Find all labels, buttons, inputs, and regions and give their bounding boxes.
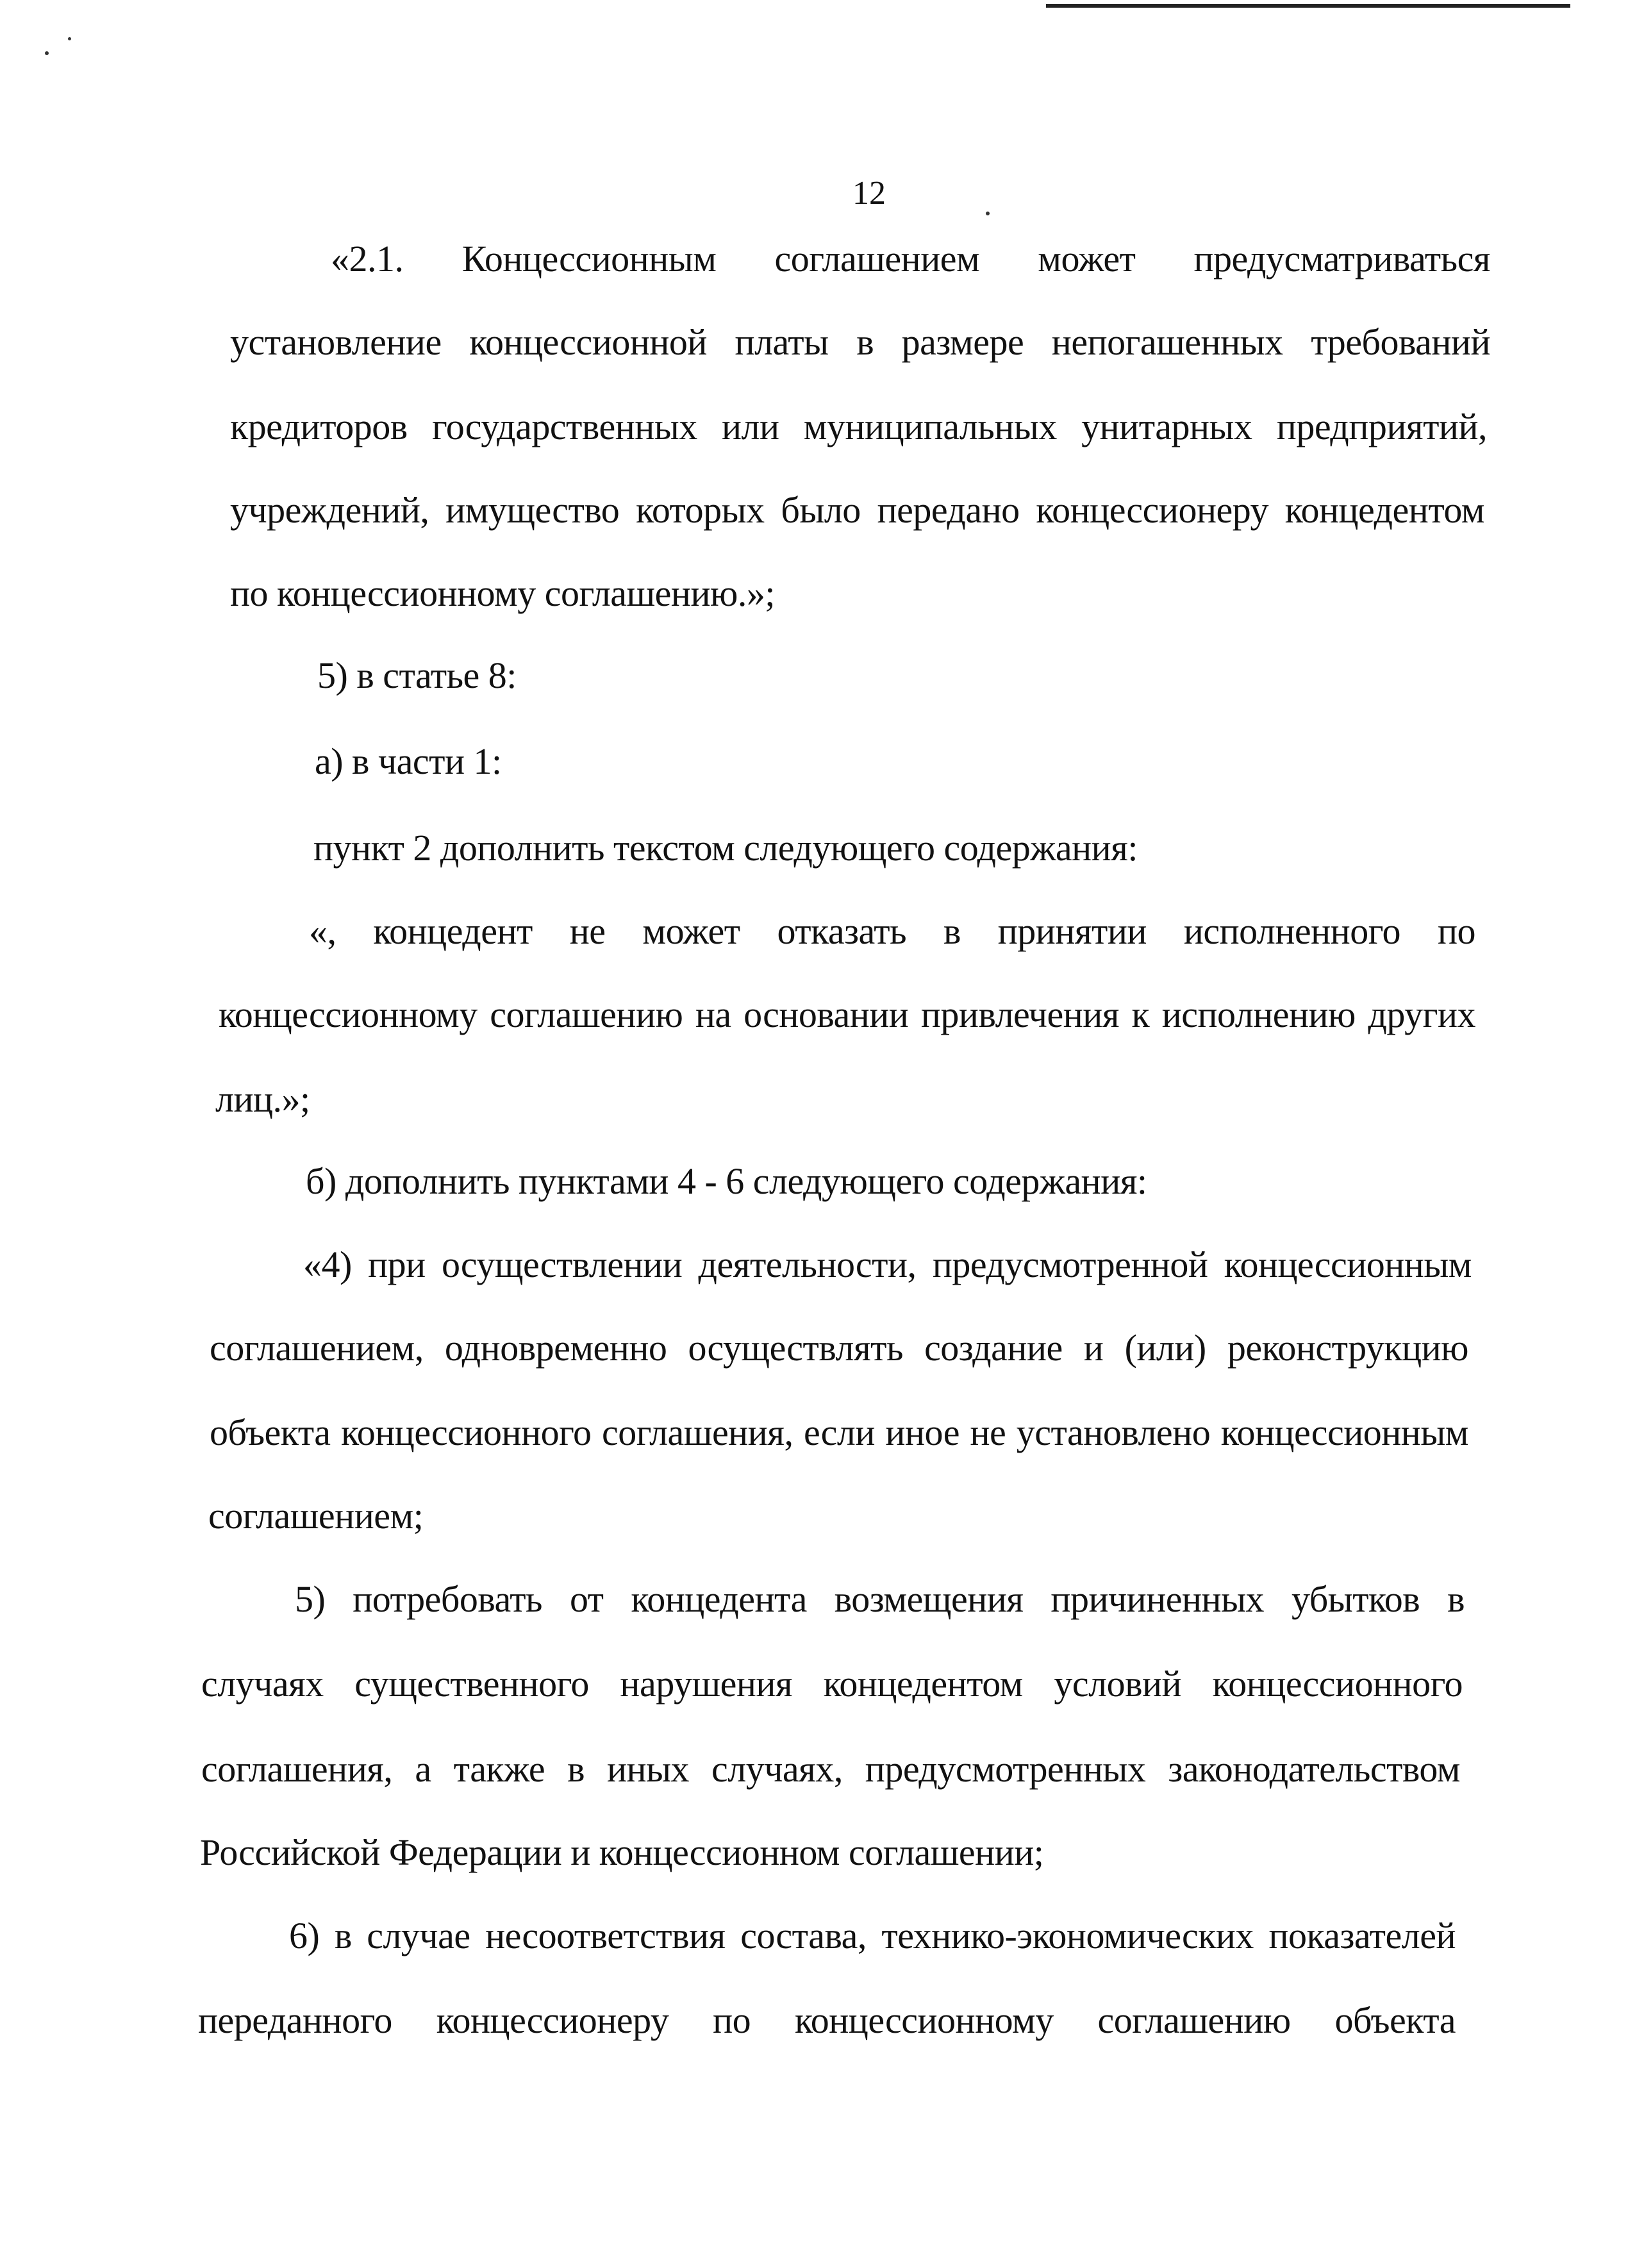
scan-speck <box>986 212 990 215</box>
paragraph-line: пункт 2 дополнить текстом следующего содержания: <box>313 827 1138 869</box>
paragraph-line: «4) при осуществлении деятельности, предусмотренной концессионным <box>303 1244 1472 1285</box>
paragraph-line: концессионному соглашению на основании привлечения к исполнению других <box>219 994 1475 1035</box>
page-number: 12 <box>852 175 886 212</box>
paragraph-line: «, концедент не может отказать в принятии исполненного по <box>309 910 1475 952</box>
scan-speck <box>45 51 49 55</box>
paragraph-line: соглашением; <box>208 1495 424 1537</box>
paragraph-line: лиц.»; <box>215 1078 310 1120</box>
paragraph-line: объекта концессионного соглашения, если иное не установлено концессионным <box>210 1412 1468 1453</box>
paragraph-line: а) в части 1: <box>315 740 502 782</box>
paragraph-line: установление концессионной платы в размере непогашенных требований <box>230 321 1490 363</box>
paragraph-line: 6) в случае несоответствия состава, технико-экономических показателей <box>289 1915 1456 1956</box>
scan-speck <box>68 37 71 40</box>
paragraph-line: б) дополнить пунктами 4 - 6 следующего содержания: <box>306 1160 1147 1202</box>
paragraph-line: кредиторов государственных или муниципальных унитарных предприятий, <box>230 406 1487 447</box>
paragraph-line: «2.1. Концессионным соглашением может предусматриваться <box>331 238 1490 279</box>
paragraph-line: соглашением, одновременно осуществлять создание и (или) реконструкцию <box>210 1327 1468 1369</box>
paragraph-line: соглашения, а также в иных случаях, предусмотренных законодательством <box>201 1748 1460 1790</box>
paragraph-line: 5) потребовать от концедента возмещения причиненных убытков в <box>295 1578 1465 1620</box>
paragraph-line: учреждений, имущество которых было передано концессионеру концедентом <box>230 489 1484 531</box>
paragraph-line: переданного концессионеру по концессионному соглашению объекта <box>198 1999 1456 2041</box>
paragraph-line: 5) в статье 8: <box>317 655 517 696</box>
paragraph-line: по концессионному соглашению.»; <box>230 572 775 614</box>
paragraph-line: случаях существенного нарушения концедентом условий концессионного <box>201 1663 1463 1705</box>
paragraph-line: Российской Федерации и концессионном соглашении; <box>200 1831 1044 1873</box>
top-scan-rule <box>1046 4 1570 8</box>
